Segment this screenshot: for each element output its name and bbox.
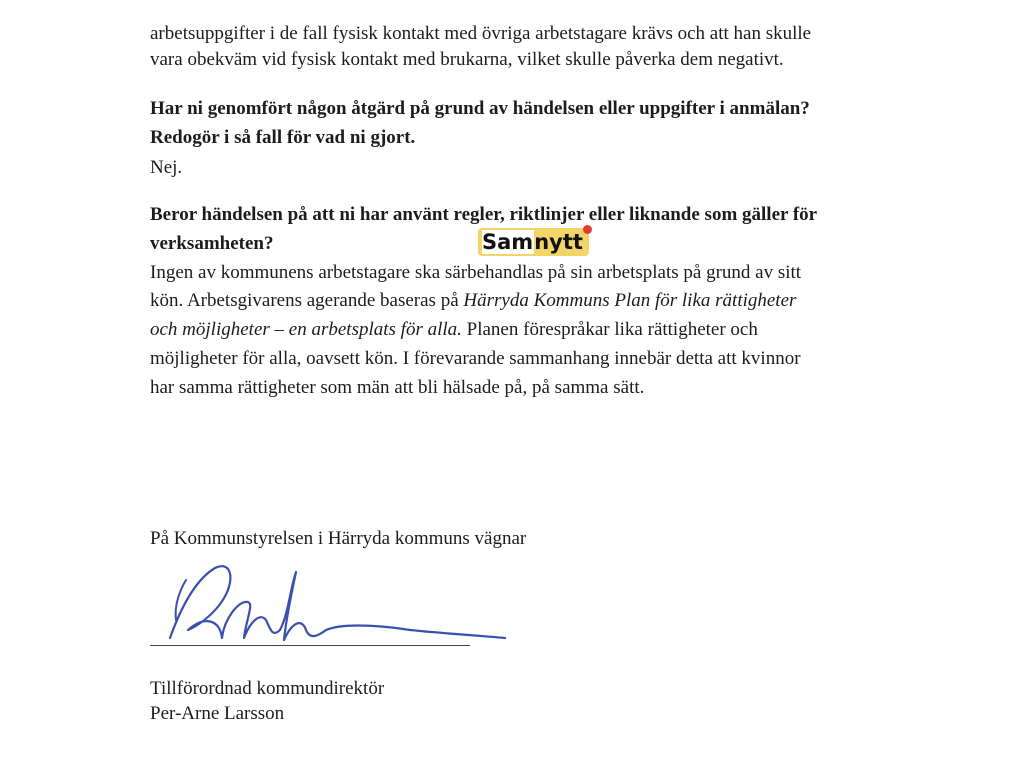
answer-1: Nej. [150, 157, 183, 178]
plan-title-part-1: Härryda Kommuns Plan för lika rättigheter [463, 290, 797, 311]
answer-2-line-3 [150, 318, 758, 342]
intro-line-1: arbetsuppgifter i de fall fysisk kontakt med övriga arbetstagare krävs och att han skulle [150, 23, 812, 44]
signature-image [150, 560, 520, 655]
signatory-title: Tillförordnad kommundirektör [150, 678, 385, 699]
logo-text-plain: Sam [482, 230, 534, 254]
signature-line [150, 645, 470, 646]
logo-text-highlight: nytt [534, 230, 583, 254]
question-1-line-1: Har ni genomfört någon åtgärd på grund av händelsen eller uppgifter i anmälan? [150, 98, 810, 119]
logo-dot-icon [583, 225, 592, 234]
answer-2-line-5: har samma rättigheter som män att bli hälsade på, på samma sätt. [150, 377, 645, 398]
question-1-line-2: Redogör i så fall för vad ni gjort. [150, 127, 416, 148]
answer-2-line-2-text: kön. Arbetsgivarens agerande baseras på [150, 290, 464, 311]
closing-line: På Kommunstyrelsen i Härryda kommuns vägnar [150, 528, 527, 549]
answer-2-line-3-text: Planen förespråkar lika rättigheter och [461, 319, 758, 340]
plan-title-part-2: och möjligheter – en arbetsplats för alla. [150, 319, 462, 340]
samnytt-watermark-logo [478, 228, 589, 256]
question-2-line-1: Beror händelsen på att ni har använt regler, riktlinjer eller liknande som gäller för [150, 204, 818, 225]
question-2-line-2: verksamheten? [150, 233, 274, 254]
answer-2-line-1: Ingen av kommunens arbetstagare ska särbehandlas på sin arbetsplats på grund av sitt [150, 262, 802, 283]
signatory-name: Per-Arne Larsson [150, 703, 285, 724]
answer-2-line-2 [150, 289, 796, 313]
answer-2-line-4: möjligheter för alla, oavsett kön. I förevarande sammanhang innebär detta att kvinnor [150, 348, 801, 369]
intro-line-2: vara obekväm vid fysisk kontakt med brukarna, vilket skulle påverka dem negativt. [150, 49, 784, 70]
